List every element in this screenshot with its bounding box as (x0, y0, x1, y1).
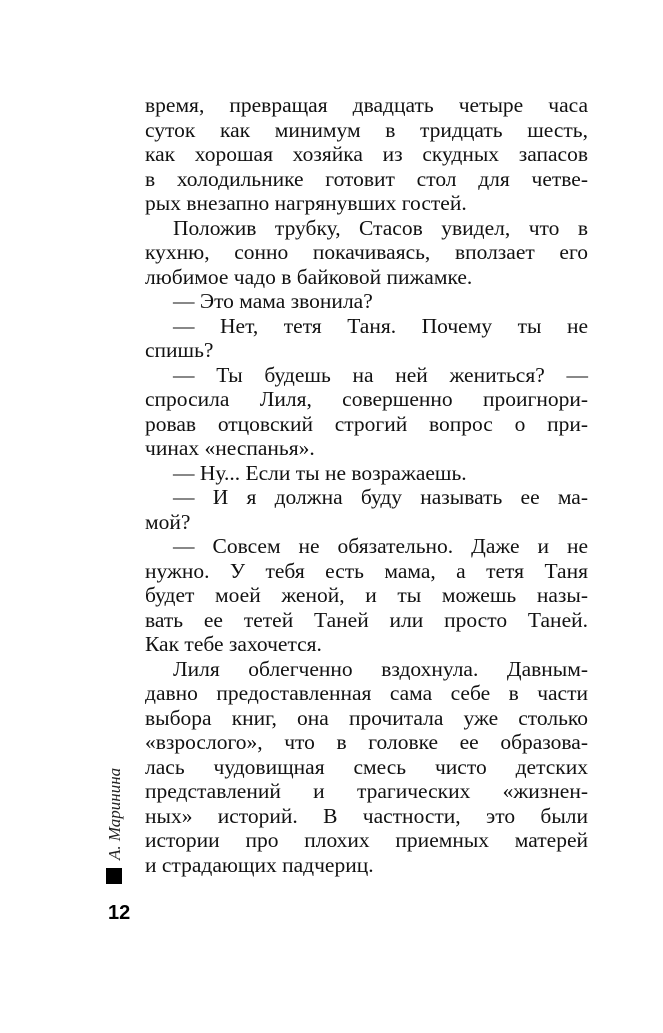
text-line: чинах «неспанья». (145, 436, 315, 460)
text-line: ных» историй. В частности, это были (145, 803, 588, 828)
text-line: как хорошая хозяйка из скудных запасов (145, 142, 588, 166)
text-line: — Ты будешь на ней жениться? — (173, 362, 588, 387)
text-line: любимое чадо в байковой пижамке. (145, 264, 473, 289)
text-line: — Это мама звонила? (173, 289, 373, 313)
text-line: — Совсем не обязательно. Даже и не (173, 534, 588, 558)
text-line: кухню, сонно покачиваясь, вползает его (145, 240, 588, 264)
text-line: и страдающих падчериц. (145, 852, 374, 877)
page-number: 12 (108, 902, 131, 924)
text-line: будет моей женой, и ты можешь назы- (145, 583, 588, 607)
book-page-text (145, 93, 588, 877)
text-line: Положив трубку, Стасов увидел, что в (173, 215, 588, 240)
text-line: ровав отцовский строгий вопрос о при- (145, 411, 588, 436)
text-line: суток как минимум в тридцать шесть, (145, 117, 588, 142)
text-line: — И я должна буду называть ее ма- (173, 485, 588, 509)
text-line: истории про плохих приемных матерей (145, 828, 588, 852)
text-line: вать ее тетей Таней или просто Таней. (145, 607, 588, 632)
text-line: Как тебе захочется. (145, 632, 322, 656)
running-head-square-marker (106, 868, 122, 884)
running-head-author: А. Маринина (105, 767, 124, 860)
text-line: спишь? (145, 338, 214, 362)
text-line: — Нет, тетя Таня. Почему ты не (173, 313, 588, 338)
text-line: мой? (145, 509, 191, 534)
text-line: в холодильнике готовит стол для четве- (145, 166, 588, 191)
text-line: выбора книг, она прочитала уже столько (145, 705, 588, 730)
text-line: время, превращая двадцать четыре часа (145, 93, 588, 117)
text-line: — Ну... Если ты не возражаешь. (173, 460, 467, 485)
text-line: «взрослого», что в головке ее образова- (145, 730, 588, 754)
text-line: Лиля облегченно вздохнула. Давным- (173, 656, 588, 681)
text-line: давно предоставленная сама себе в части (145, 681, 588, 705)
text-line: представлений и трагических «жизнен- (145, 779, 588, 803)
text-line: нужно. У тебя есть мама, а тетя Таня (145, 558, 588, 583)
text-line: лась чудовищная смесь чисто детских (145, 754, 588, 779)
text-line: рых внезапно нагрянувших гостей. (145, 191, 467, 215)
text-line: спросила Лиля, совершенно проигнори- (145, 387, 588, 411)
